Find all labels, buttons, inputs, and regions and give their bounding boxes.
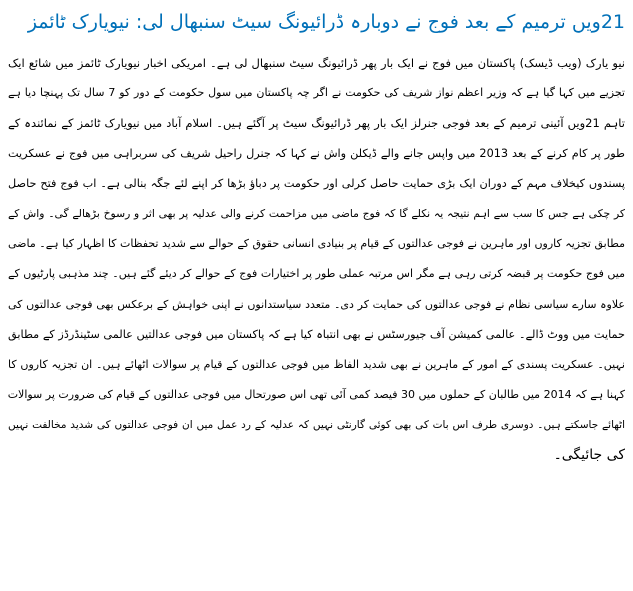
news-article <box>8 2 625 587</box>
article-body-line: کہنا ہے کہ 2014 میں طالبان کے حملوں میں 30 فیصد کمی آئی تھی اس صورتحال میں فوجی عدالتوں کے قیام کی ضرورت پر سوالات <box>8 388 625 402</box>
article-body-line: کر چکی ہے جس کا سب سے اہم نتیجہ یہ نکلے گا کہ فوج ماضی میں مزاحمت کرنے والی عدلیہ پر بھی اثر و رسوخ بڑھالے گی۔ واش کے <box>8 206 625 220</box>
article-body-line: میں فوج حکومت پر قبضہ کرتی رہی ہے مگر اس مرتبہ عملی طور پر اختیارات فوج کے حوالے کر دیئے گئے ہیں۔ چند مذہبی پارٹیوں کے <box>8 267 625 281</box>
article-body-line: طور پر کام کرنے کے بعد 2013 میں واپس جانے والے ڈیکلن واش نے کہا کہ جنرل راحیل شریف کی سربراہی میں فوج نے عسکریت <box>8 146 625 160</box>
article-body-line: اٹھائے جاسکتے ہیں۔ دوسری طرف اس بات کی بھی کوئی گارنٹی نہیں کہ عدلیہ کے رد عمل میں ان فوجی عدالتوں کی شدید مخالفت نہیں <box>8 419 625 432</box>
article-body <box>8 48 625 471</box>
article-headline: 21ویں ترمیم کے بعد فوج نے دوبارہ ڈرائیونگ سیٹ سنبھال لی: نیویارک ٹائمز <box>27 11 625 33</box>
article-body-line: تاہم 21ویں آئینی ترمیم کے بعد فوجی جنرلز ایک بار پھر ڈرائیونگ سیٹ پر آگئے ہیں۔ اسلام آباد میں نیویارک ٹائمز کے نمائندہ کے <box>8 116 625 131</box>
article-body-line: حمایت میں ووٹ ڈالے۔ عالمی کمیشن آف جیورسٹس نے بھی انتباہ کیا ہے کہ پاکستان میں فوجی عدالتیں عالمی سٹینڈرڈز کے مطابق <box>8 327 625 341</box>
article-body-line: مطابق تجزیہ کاروں اور ماہرین نے فوجی عدالتوں کے قیام پر بنیادی انسانی حقوق کے حوالے سے شدید تحفظات کا اظہار کیا ہے۔ ماضی <box>8 237 625 251</box>
article-body-line: پسندوں کیخلاف مہم کے دوران ایک بڑی حمایت حاصل کرلی اور حکومت پر دباؤ بڑھا کر اپنے لئے جگہ بنالی ہے۔ اب فوج فتح حاصل <box>8 176 625 190</box>
article-body-line: نہیں۔ عسکریت پسندی کے امور کے ماہرین نے بھی شدید الفاظ میں فوجی عدالتوں کے قیام پر سوالات اٹھائے ہیں۔ ان تجزیہ کاروں کا <box>8 357 625 371</box>
article-body-line: نیو یارک (ویب ڈیسک) پاکستان میں فوج نے ایک بار پھر ڈرائیونگ سیٹ سنبھال لی ہے۔ امریکی اخبار نیویارک ٹائمز میں شائع ایک <box>8 56 625 70</box>
article-body-line: کی جائیگی۔ <box>553 447 625 464</box>
article-body-line: علاوہ سارے سیاسی نظام نے فوجی عدالتوں کی حمایت کر دی۔ متعدد سیاستدانوں نے اپنی خواہش کے برعکس بھی فوجی عدالتوں کی <box>8 297 625 311</box>
article-body-line: تجزیے میں کہا گیا ہے کہ وزیر اعظم نواز شریف کی حکومت نے اگر چہ پاکستان میں سول حکومت کے دور کو 7 سال تک پہنچا دیا ہے <box>8 86 625 100</box>
